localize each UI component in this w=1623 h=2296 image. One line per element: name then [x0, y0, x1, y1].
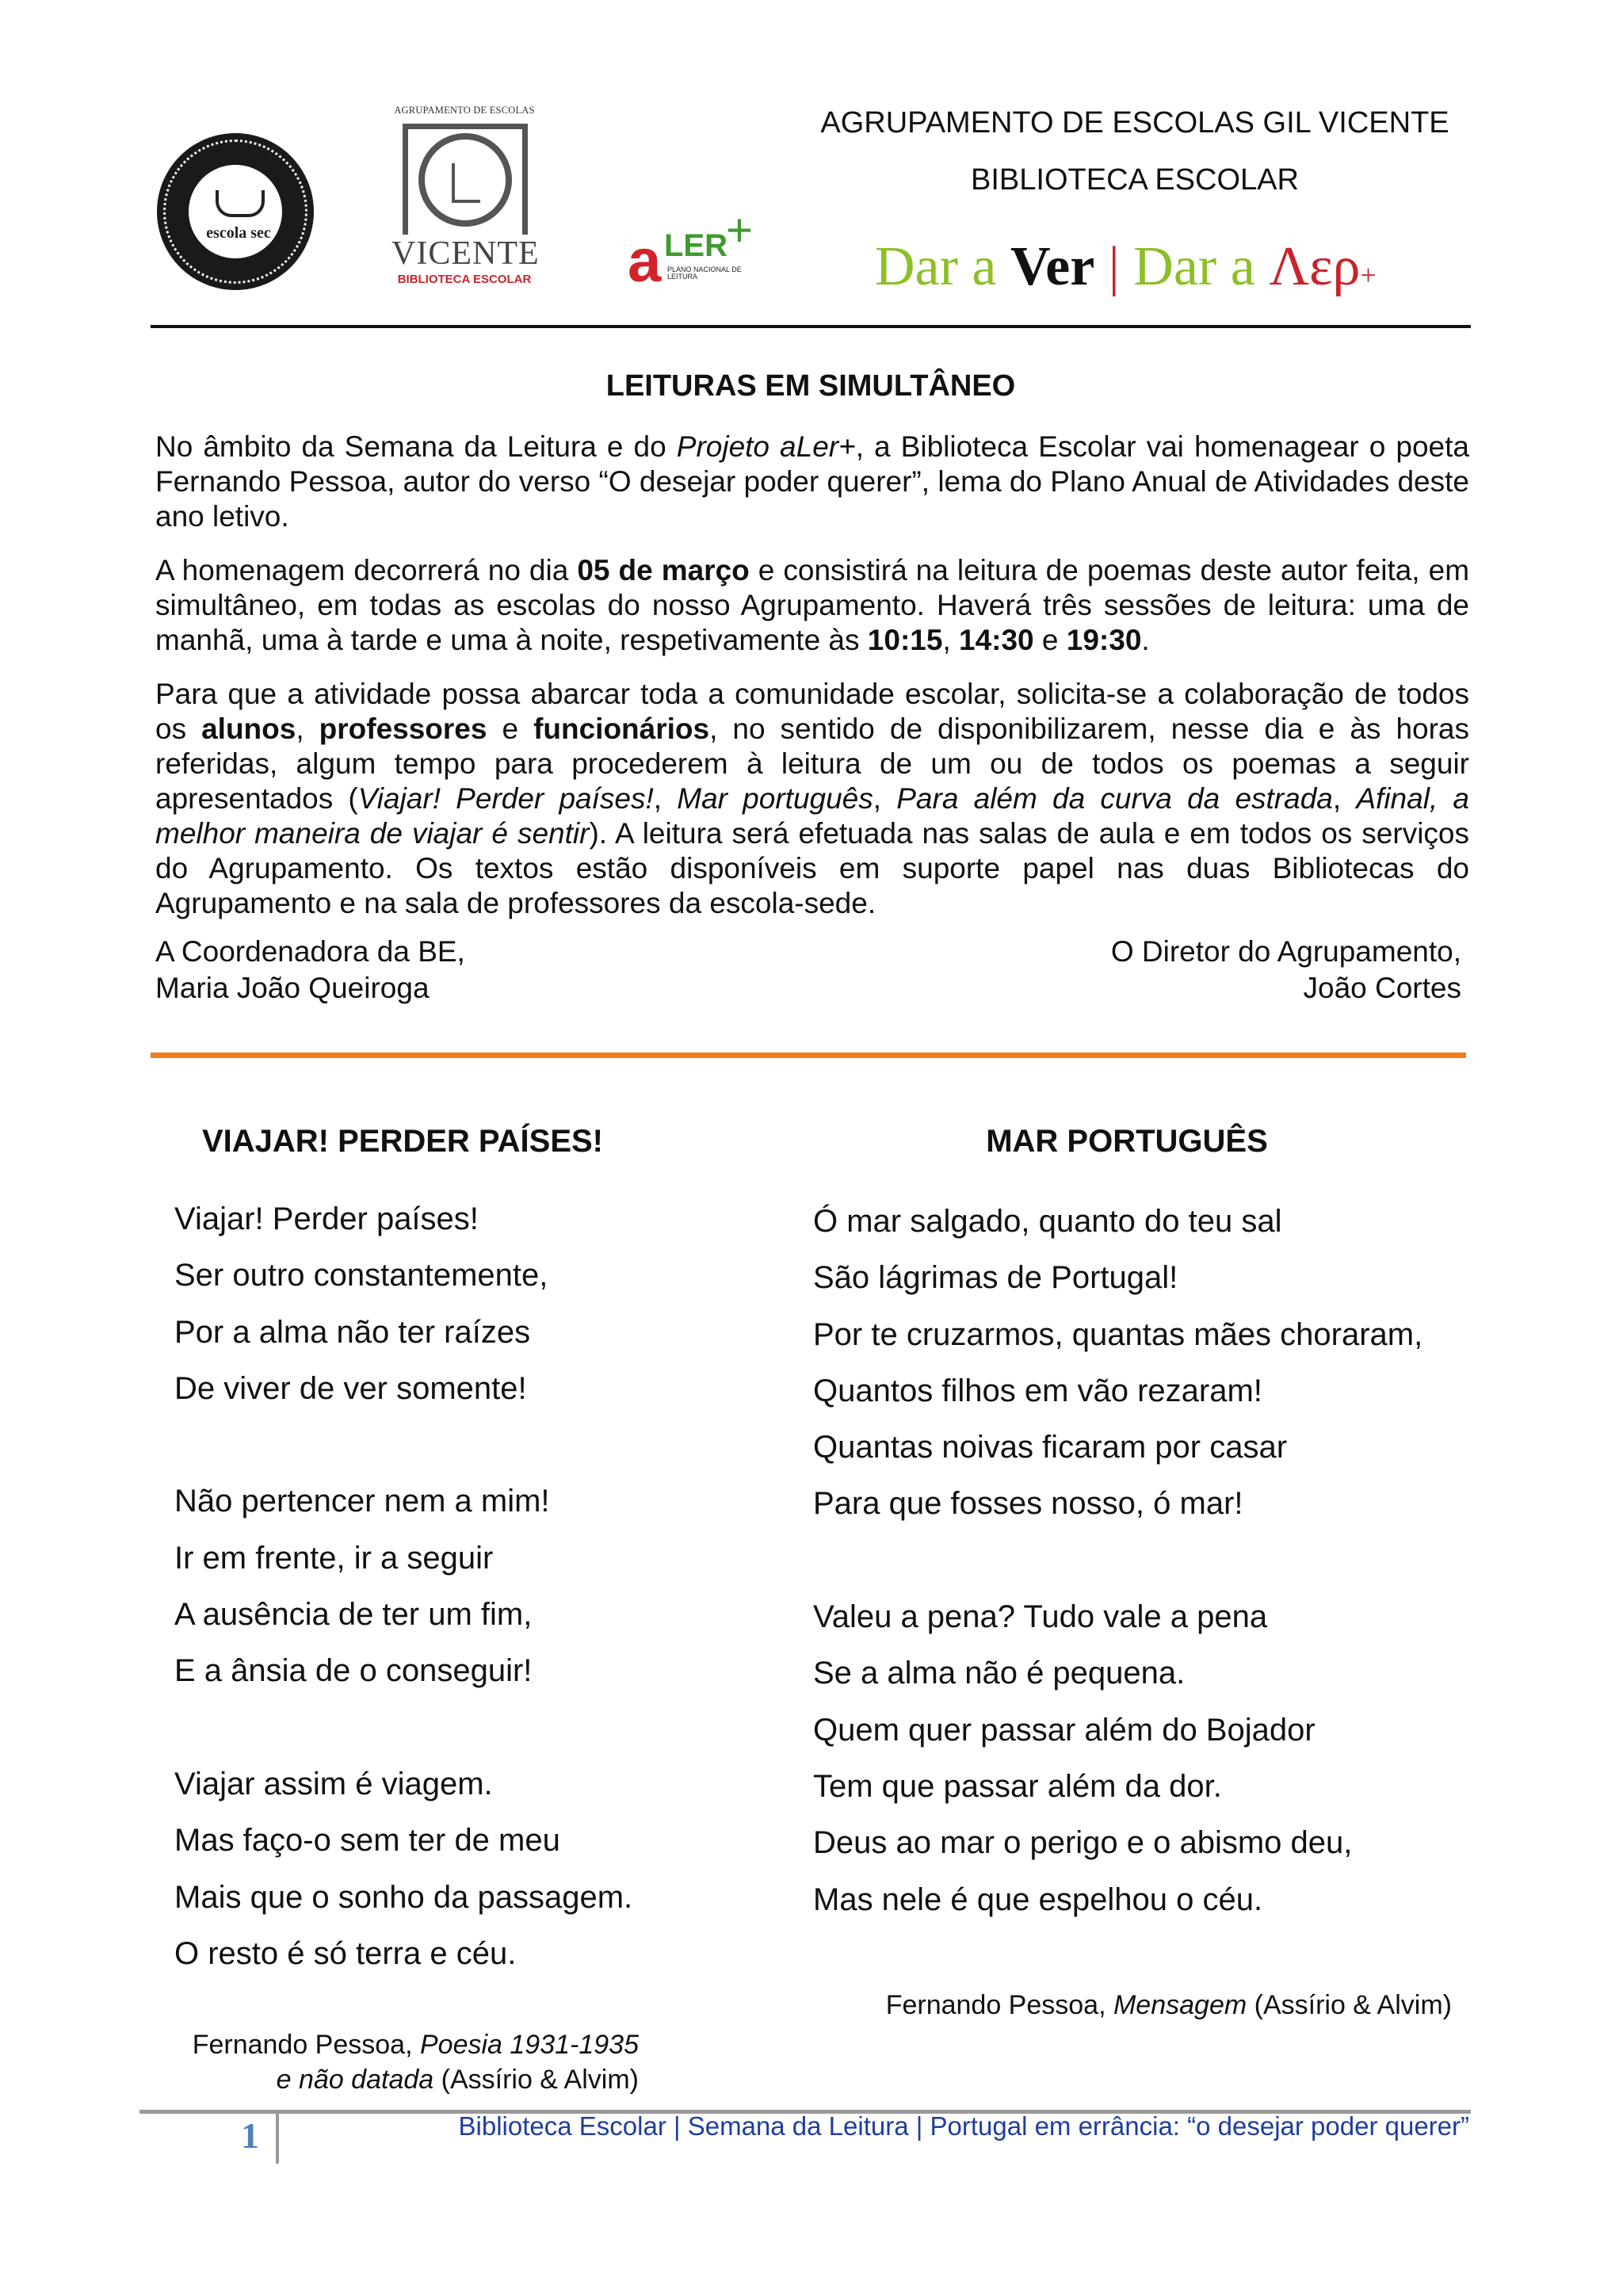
poem1-line: Ir em frente, ir a seguir — [174, 1540, 494, 1576]
footer-page-separator — [276, 2110, 279, 2164]
aler-logo-a: a — [628, 227, 662, 295]
poem1-line: E a ânsia de o conseguir! — [174, 1653, 533, 1689]
seal-label: escola sec — [206, 224, 271, 242]
poem2-line: Ó mar salgado, quanto do teu sal — [813, 1204, 1282, 1239]
poem2-line: Deus ao mar o perigo e o abismo deu, — [813, 1825, 1353, 1861]
poem-1-title: VIAJAR! PERDER PAÍSES! — [201, 1124, 603, 1159]
signature-director-name: João Cortes — [1303, 972, 1461, 1004]
poem1-line: Ser outro constantemente, — [174, 1258, 548, 1293]
poem2-line: Se a alma não é pequena. — [813, 1656, 1186, 1691]
motto — [875, 236, 1377, 297]
motto-plus: + — [1360, 259, 1377, 291]
motto-ver: Ver — [1010, 236, 1095, 297]
poem2-line: Valeu a pena? Tudo vale a pena — [813, 1599, 1268, 1635]
signature-coordinator-role: A Coordenadora da BE, — [155, 935, 465, 968]
motto-greek: Λερ — [1269, 236, 1361, 297]
poem2-line: Para que fosses nosso, ó mar! — [813, 1486, 1243, 1522]
motto-part2: Dar a — [1133, 236, 1270, 297]
header-divider — [151, 325, 1471, 328]
poem1-line: O resto é só terra e céu. — [174, 1935, 517, 1971]
vicente-logo-word: VICENTE — [391, 235, 540, 272]
poem2-line: Por te cruzarmos, quantas mães choraram, — [813, 1316, 1423, 1352]
library-name: BIBLIOTECA ESCOLAR — [971, 163, 1299, 197]
signature-director — [951, 934, 1461, 1007]
footer-text: Biblioteca Escolar | Semana da Leitura | Portugal em errância: “o desejar poder querer” — [458, 2111, 1469, 2141]
vicente-logo-subtitle: BIBLIOTECA ESCOLAR — [397, 273, 532, 286]
poem2-line: Quantos filhos em vão rezaram! — [813, 1373, 1262, 1408]
vicente-logo-caption: AGRUPAMENTO DE ESCOLAS — [394, 105, 535, 116]
paragraph-2: A homenagem decorrerá no dia 05 de março e consistirá na leitura de poemas deste autor feita, em simultâneo, em todas as escolas do nosso Agrupamento. Haverá três sessões de leitura: uma de manhã, uma à tarde e uma à noite, respetivamente às 10:15, 14:30 e 19:30. — [155, 554, 1470, 656]
poem2-line — [813, 1533, 1423, 1589]
poem1-line — [174, 1417, 632, 1473]
orange-divider — [151, 1052, 1466, 1058]
poem1-line: Viajar assim é viagem. — [174, 1766, 493, 1801]
poem-1-body — [174, 1191, 632, 1982]
motto-separator: | — [1094, 236, 1134, 297]
poem1-line: Por a alma não ter raízes — [174, 1314, 531, 1350]
signature-coordinator — [155, 934, 465, 1007]
poem1-line: Viajar! Perder países! — [174, 1201, 479, 1236]
aler-logo-subtitle: PLANO NACIONAL DE LEITURA — [667, 266, 742, 281]
poem-1-source: Fernando Pessoa, Poesia 1931-1935 e não datada (Assírio & Alvim) — [192, 2030, 639, 2095]
aler-logo-plus: + — [726, 204, 753, 256]
poem1-line: A ausência de ter um fim, — [174, 1597, 533, 1633]
poem1-line: Mas faço-o sem ter de meu — [174, 1823, 560, 1859]
paragraph-3: Para que a atividade possa abarcar toda a comunidade escolar, solicita-se a colaboração de todos os alunos, professores e funcionários, no sentido de disponibilizarem, nesse dia e às horas referidas, algum tempo para procederem à leitura de um ou de todos os poemas a seguir apresentados (Viajar! Perder países!, Mar português, Para além da curva da estrada, Afinal, a melhor maneira de viajar é sentir). A leitura será efetuada nas salas de aula e em todos os serviços do Agrupamento. Os textos estão disponíveis em suporte papel nas duas Bibliotecas do Agrupamento e na sala de professores da escola-sede. — [155, 678, 1470, 919]
poem2-line: São lágrimas de Portugal! — [813, 1260, 1178, 1296]
school-name: AGRUPAMENTO DE ESCOLAS GIL VICENTE — [820, 106, 1449, 139]
paragraph-1: No âmbito da Semana da Leitura e do Projeto aLer+, a Biblioteca Escolar vai homenagear o poeta Fernando Pessoa, autor do verso “O desejar poder querer”, lema do Plano Anual de Atividades deste ano letivo. — [155, 430, 1469, 533]
page-number: 1 — [241, 2115, 259, 2156]
aler-logo-ler: LER — [664, 228, 727, 263]
signature-coordinator-name: Maria João Queiroga — [155, 972, 430, 1004]
poem1-line: De viver de ver somente! — [174, 1370, 527, 1406]
poem1-line — [174, 1700, 632, 1756]
poem-2-body — [813, 1194, 1423, 1928]
poem-2-title: MAR PORTUGUÊS — [986, 1124, 1268, 1159]
vicente-logo-l — [452, 163, 480, 203]
poem2-line: Mas nele é que espelhou o céu. — [813, 1881, 1263, 1917]
motto-part1: Dar a — [875, 236, 1011, 297]
poem1-line: Não pertencer nem a mim! — [174, 1484, 550, 1519]
school-seal-logo — [157, 133, 314, 290]
poem2-line: Quantas noivas ficaram por casar — [813, 1430, 1288, 1465]
book-icon — [216, 190, 265, 217]
poem2-line: Quem quer passar além do Bojador — [813, 1712, 1316, 1748]
poem2-line: Tem que passar além da dor. — [813, 1768, 1222, 1804]
poem1-line: Mais que o sonho da passagem. — [174, 1879, 633, 1915]
document-title: LEITURAS EM SIMULTÂNEO — [605, 369, 1016, 403]
poem-2-source: Fernando Pessoa, Mensagem (Assírio & Alvim) — [885, 1990, 1452, 2020]
signature-director-role: O Diretor do Agrupamento, — [1110, 935, 1461, 968]
